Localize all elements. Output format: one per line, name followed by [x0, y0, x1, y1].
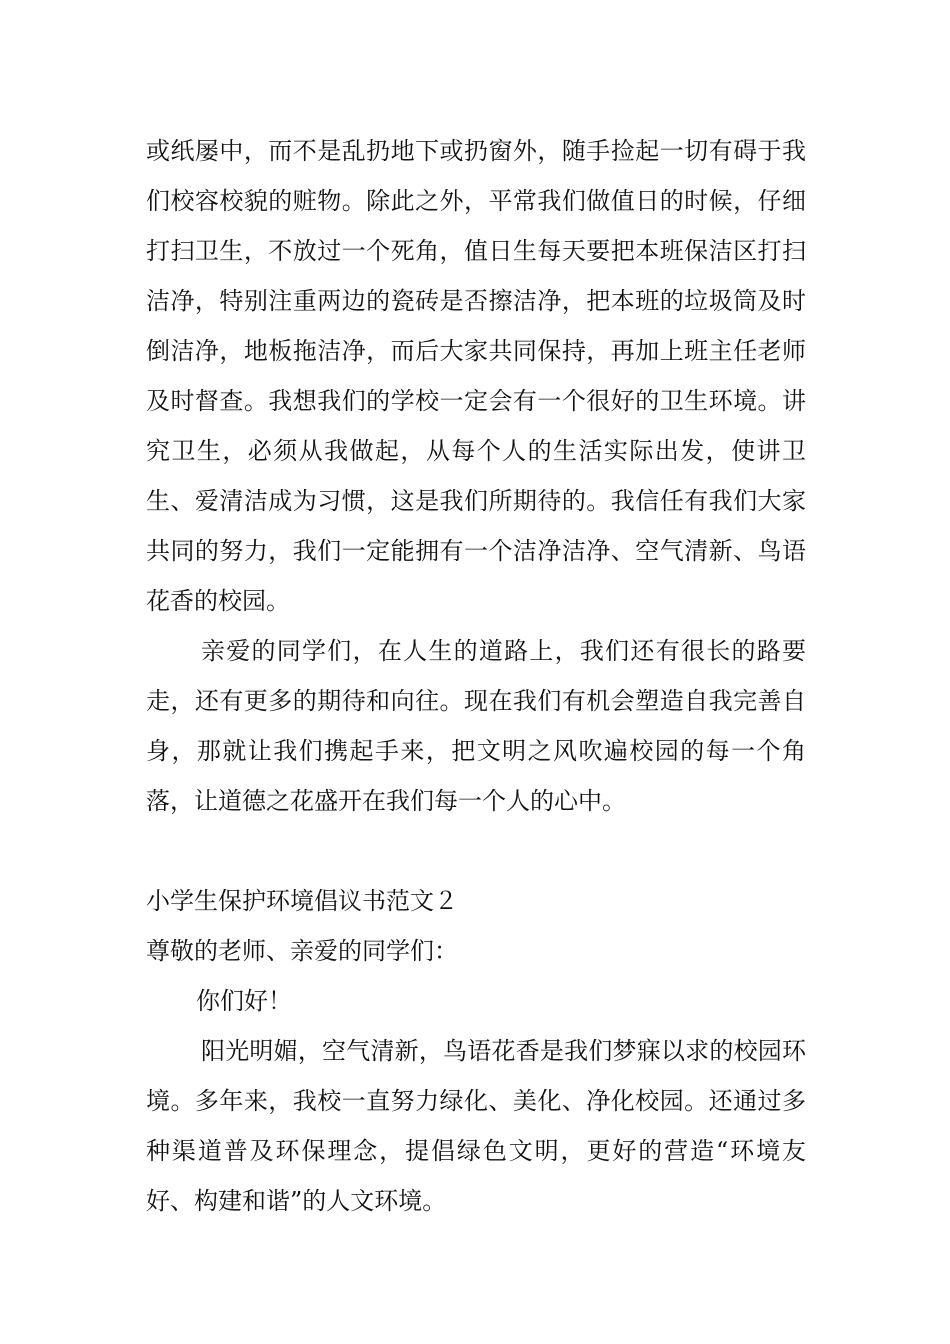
paragraph-closing: 亲爱的同学们，在人生的道路上，我们还有很长的路要走，还有更多的期待和向往。现在我们有机会塑造自我完善自身，那就让我们携起手来，把文明之风吹遍校园的每一个角落，让道德之花盛开在我们每一个人的心中。 — [146, 637, 806, 815]
greeting: 你们好！ — [196, 987, 292, 1015]
paragraph-continued: 或纸屡中，而不是乱扔地下或扔窗外，随手捡起一切有碍于我们校容校貌的赃物。除此之外，平常我们做值日的时候，仔细打扫卫生，不放过一个死角，值日生每天要把本班保洁区打扫洁净，特别注重两边的瓷砖是否擦洁净，把本班的垃圾筒及时倒洁净，地板拖洁净，而后大家共同保持，再加上班主任老师及时督查。我想我们的学校一定会有一个很好的卫生环境。讲究卫生，必须从我做起，从每个人的生活实际出发，使讲卫生、爱清洁成为习惯，这是我们所期待的。我信任有我们大家共同的努力，我们一定能拥有一个洁净洁净、空气清新、鸟语花香的校园。 — [146, 137, 806, 615]
document-body — [146, 126, 806, 1226]
salutation: 尊敬的老师、亲爱的同学们： — [146, 937, 458, 965]
section-title: 小学生保护环境倡议书范文２ — [146, 887, 458, 915]
paragraph-intro: 阳光明媚，空气清新，鸟语花香是我们梦寐以求的校园环境。多年来，我校一直努力绿化、美化、净化校园。还通过多种渠道普及环保理念，提倡绿色文明，更好的营造“环境友好、构建和谐”的人文环境。 — [146, 1037, 806, 1215]
section-spacer — [146, 826, 806, 876]
